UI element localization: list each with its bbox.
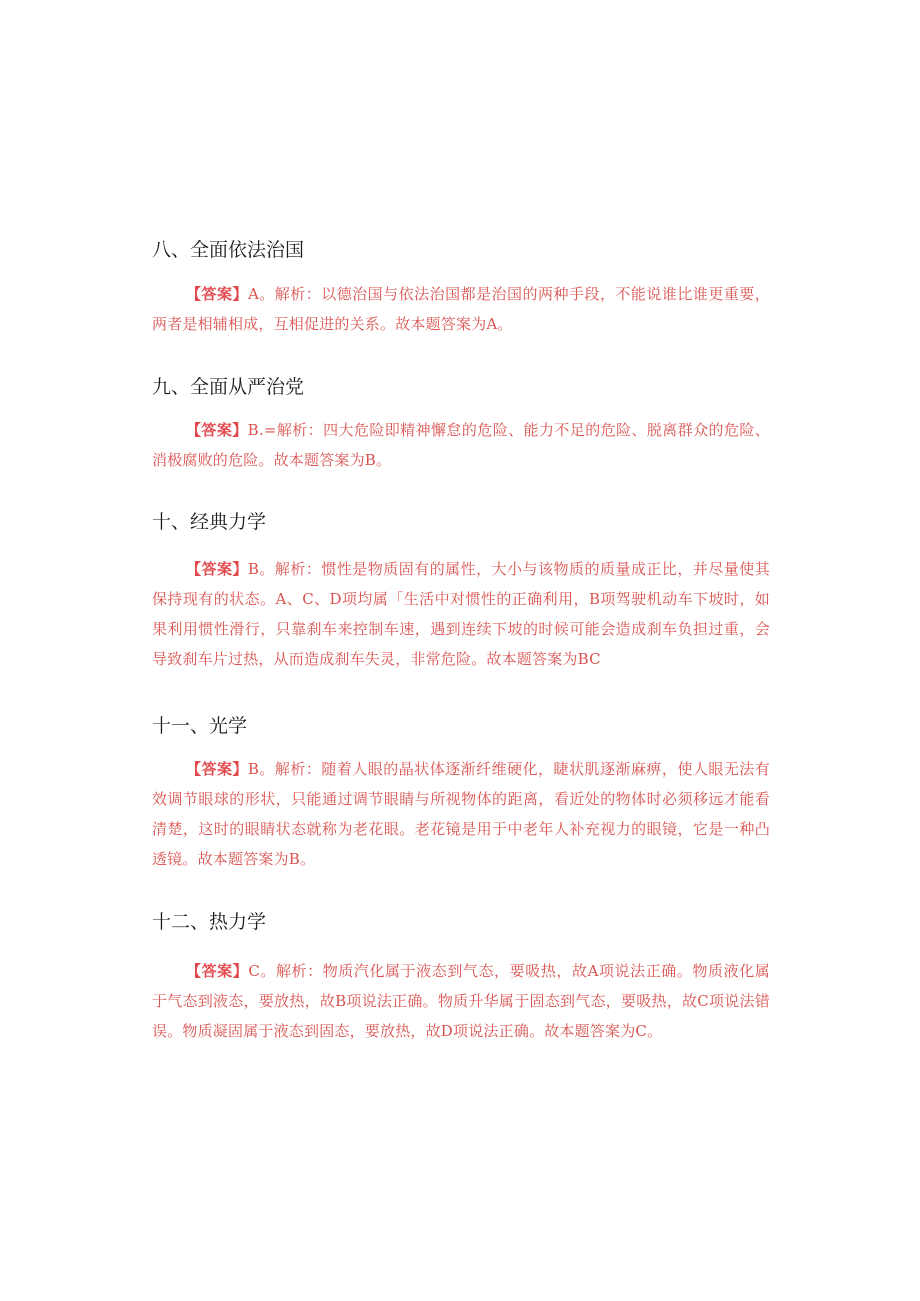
answer-tag: 【答案】 [186, 421, 248, 439]
section-heading: 十二、热力学 [152, 911, 267, 933]
answer-tag: 【答案】 [186, 760, 248, 778]
answer-tag: 【答案】 [186, 560, 248, 578]
answer-tag: 【答案】 [186, 285, 248, 303]
answer-text: B。解析：随着人眼的晶状体逐渐纤维硬化，睫状肌逐渐麻痹，使人眼无法有效调节眼球的形状，只能通过调节眼睛与所视物体的距离，看近处的物体时必须移远才能看清楚，这时的眼睛状态就称为老花眼。老花镜是用于中老年人补充视力的眼镜，它是一种凸透镜。故本题答案为B。 [152, 760, 770, 868]
answer-paragraph [152, 754, 770, 874]
section-heading: 八、全面依法治国 [152, 239, 305, 261]
answer-text: B。解析：惯性是物质固有的属性，大小与该物质的质量成正比，并尽量使其保持现有的状态。A、C、D项均属「生活中对惯性的正确利用，B项驾驶机动车下坡时，如果利用惯性滑行，只靠刹车来控制车速，遇到连续下坡的时候可能会造成刹车负担过重，会导致刹车片过热，从而造成刹车失灵，非常危险。故本题答案为BC [152, 560, 770, 668]
answer-paragraph [152, 554, 770, 674]
answer-tag: 【答案】 [186, 962, 249, 980]
answer-text: C。解析：物质汽化属于液态到气态，要吸热，故A项说法正确。物质液化属于气态到液态，要放热，故B项说法正确。物质升华属于固态到气态，要吸热，故C项说法错误。物质凝固属于液态到固态，要放热，故D项说法正确。故本题答案为C。 [152, 962, 770, 1040]
section-heading: 十、经典力学 [152, 511, 267, 533]
answer-text: B.=解析：四大危险即精神懈怠的危险、能力不足的危险、脱离群众的危险、消极腐败的危险。故本题答案为B。 [152, 421, 770, 469]
section-heading: 九、全面从严治党 [152, 376, 305, 398]
answer-paragraph [152, 415, 770, 475]
answer-paragraph [152, 956, 770, 1046]
answer-text: A。解析：以德治国与依法治国都是治国的两种手段，不能说谁比谁更重要，两者是相辅相成，互相促进的关系。故本题答案为A。 [152, 285, 770, 333]
answer-paragraph [152, 279, 770, 339]
section-heading: 十一、光学 [152, 715, 248, 737]
